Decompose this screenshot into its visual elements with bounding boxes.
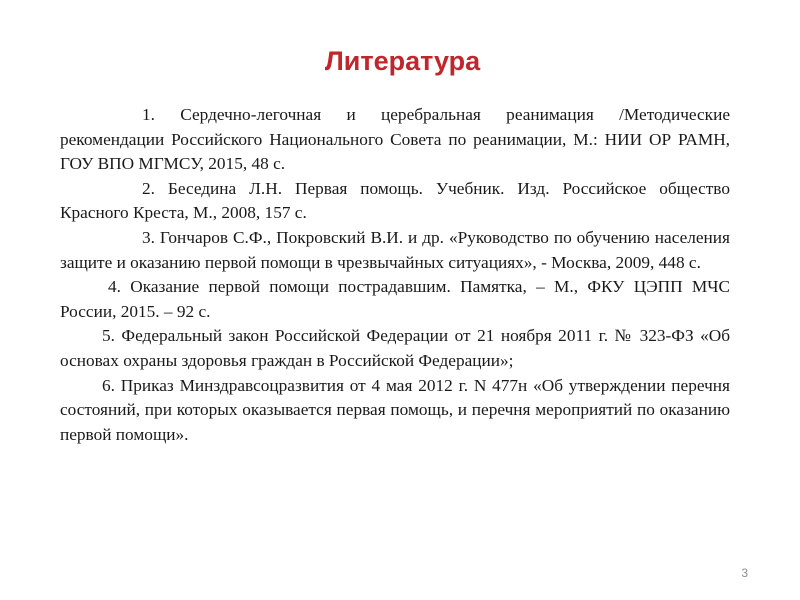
slide-title: Литература: [324, 46, 481, 76]
reference-item-4: 4. Оказание первой помощи пострадавшим. Памятка, – М., ФКУ ЦЭПП МЧС России, 2015. – 92 с.: [60, 277, 730, 321]
reference-list: [60, 103, 730, 447]
reference-item-3: 3. Гончаров С.Ф., Покровский В.И. и др. «Руководство по обучению населения защите и оказанию первой помощи в чрезвычайных ситуациях», - Москва, 2009, 448 с.: [60, 227, 730, 272]
reference-item-5: 5. Федеральный закон Российской Федерации от 21 ноября 2011 г. № 323-ФЗ «Об основах охраны здоровья граждан в Российской Федерации»;: [60, 326, 730, 370]
reference-item-6: 6. Приказ Минздравсоцразвития от 4 мая 2012 г. N 477н «Об утверждении перечня состояний, при которых оказывается первая помощь, и перечня мероприятий по оказанию первой помощи».: [60, 375, 730, 444]
reference-item-1: 1. Сердечно-легочная и церебральная реанимация /Методические рекомендации Российского Национального Совета по реанимации, М.: НИИ ОР РАМН, ГОУ ВПО МГМСУ, 2015, 48 с.: [60, 105, 730, 174]
reference-item-2: 2. Беседина Л.Н. Первая помощь. Учебник. Изд. Российское общество Красного Креста, М., 2008, 157 с.: [60, 178, 730, 223]
page-number: 3: [741, 566, 748, 580]
